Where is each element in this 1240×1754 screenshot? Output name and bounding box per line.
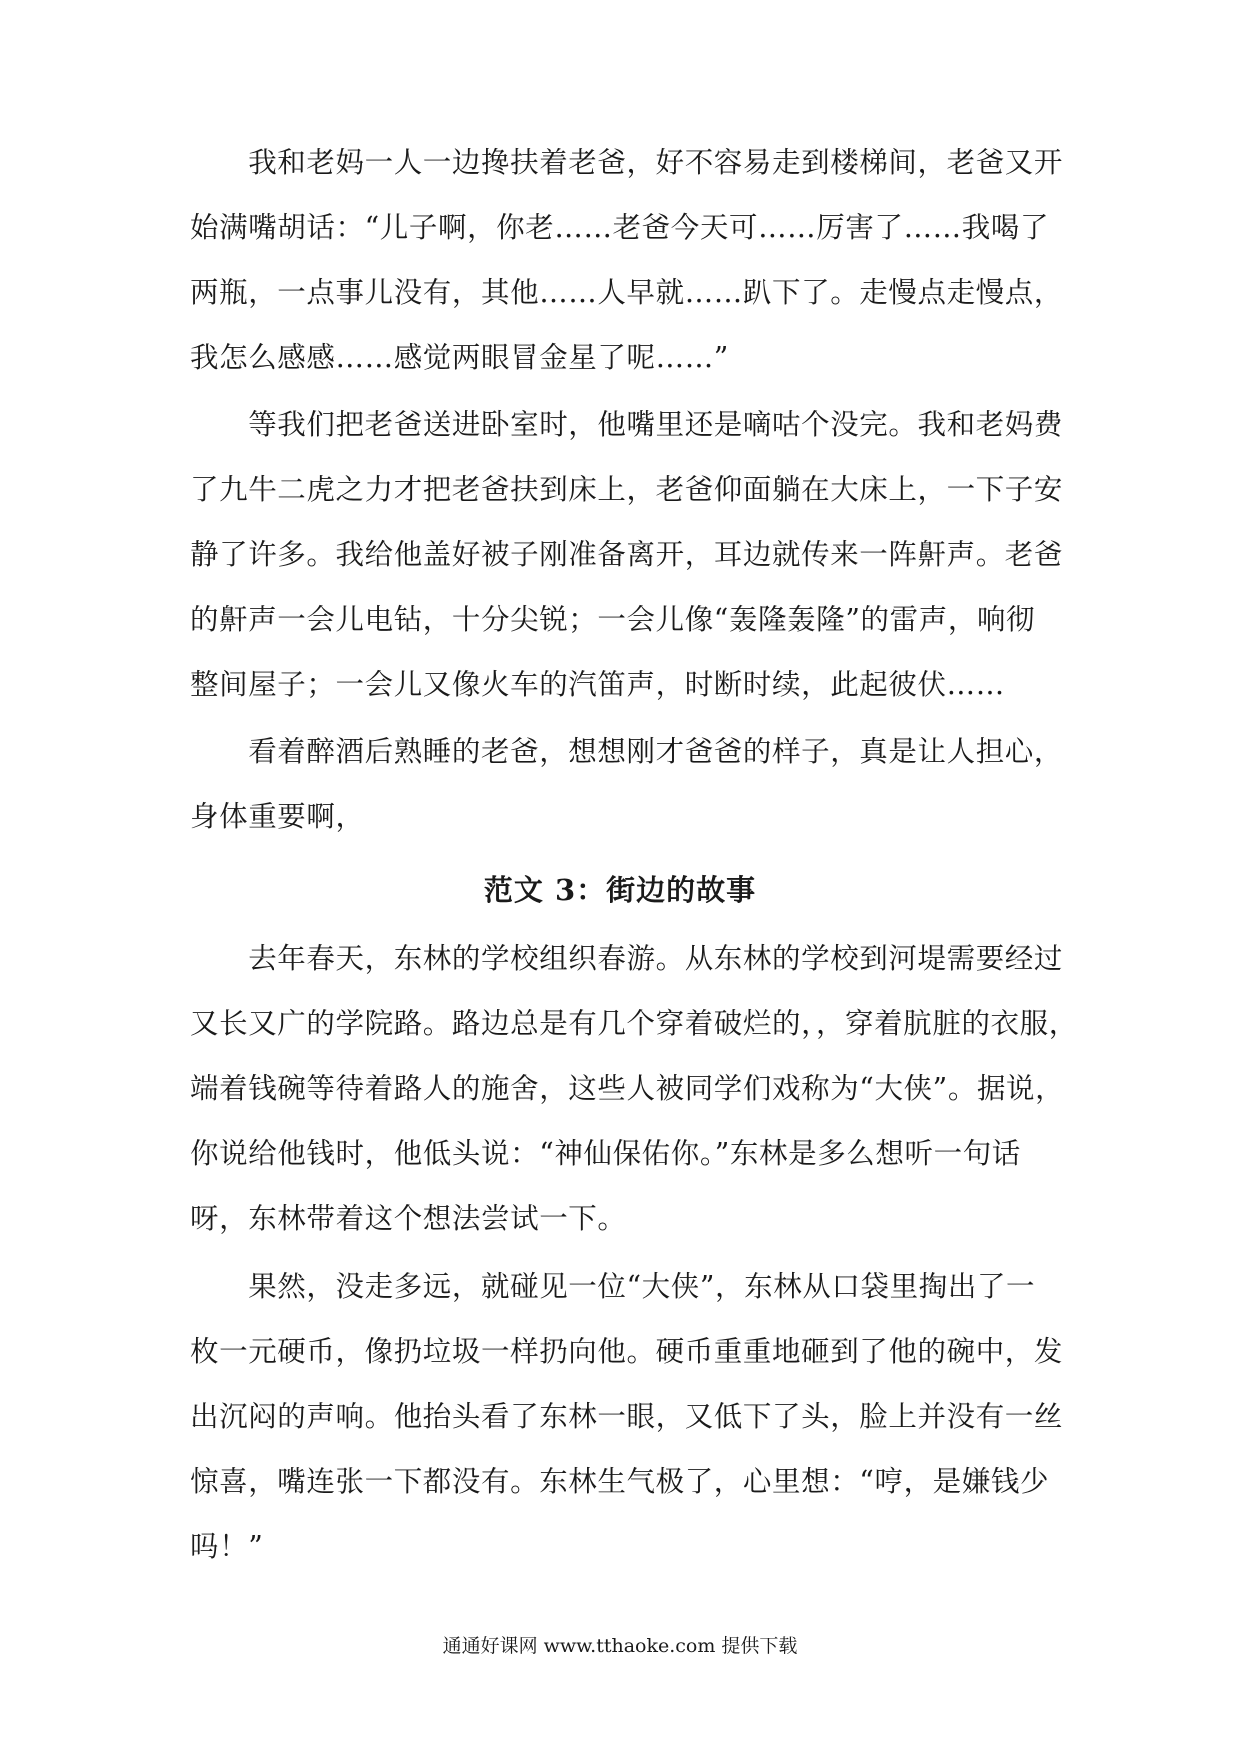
text-line: 呀，东林带着这个想法尝试一下。 — [190, 1202, 627, 1235]
text-line: 又长又广的学院路。路边总是有几个穿着破烂的，，穿着肮脏的衣服， — [190, 1007, 1078, 1040]
page-footer: 通通好课网 www.tthaoke.com 提供下载 — [442, 1635, 798, 1657]
text-line: 我和老妈一人一边搀扶着老爸，好不容易走到楼梯间，老爸又开 — [190, 146, 1064, 179]
text-line: 身体重要啊， — [190, 800, 365, 833]
text-line: 你说给他钱时，他低头说：“神仙保佑你。”东林是多么想听一句话 — [190, 1137, 1021, 1170]
text-line: 整间屋子；一会儿又像火车的汽笛声，时断时续，此起彼伏…… — [190, 668, 1005, 701]
text-line: 惊喜，嘴连张一下都没有。东林生气极了，心里想：“哼，是嫌钱少 — [190, 1465, 1050, 1498]
text-line: 枚一元硬币，像扔垃圾一样扔向他。硬币重重地砸到了他的碗中，发 — [190, 1335, 1064, 1368]
text-line: 看着醉酒后熟睡的老爸，想想刚才爸爸的样子，真是让人担心， — [190, 735, 1064, 768]
text-line: 静了许多。我给他盖好被子刚准备离开，耳边就传来一阵鼾声。老爸 — [190, 538, 1064, 571]
text-line: 的鼾声一会儿电钻，十分尖锐；一会儿像“轰隆轰隆”的雷声，响彻 — [190, 603, 1036, 636]
text-line: 了九牛二虎之力才把老爸扶到床上，老爸仰面躺在大床上，一下子安 — [190, 473, 1064, 506]
text-line: 我怎么感感……感觉两眼冒金星了呢……” — [190, 341, 729, 374]
text-line: 吗！” — [190, 1530, 264, 1563]
text-line: 端着钱碗等待着路人的施舍，这些人被同学们戏称为“大侠”。据说， — [190, 1072, 1065, 1105]
section-title: 范文 3：街边的故事 — [483, 873, 757, 907]
text-line: 去年春天，东林的学校组织春游。从东林的学校到河堤需要经过 — [190, 942, 1064, 975]
text-line: 两瓶，一点事儿没有，其他……人早就……趴下了。走慢点走慢点， — [190, 276, 1064, 309]
text-line: 等我们把老爸送进卧室时，他嘴里还是嘀咕个没完。我和老妈费 — [190, 408, 1064, 441]
text-line: 出沉闷的声响。他抬头看了东林一眼，又低下了头，脸上并没有一丝 — [190, 1400, 1064, 1433]
text-line: 果然，没走多远，就碰见一位“大侠”，东林从口袋里掏出了一 — [190, 1270, 1036, 1303]
text-line: 始满嘴胡话：“儿子啊，你老……老爸今天可……厉害了……我喝了 — [190, 211, 1050, 244]
